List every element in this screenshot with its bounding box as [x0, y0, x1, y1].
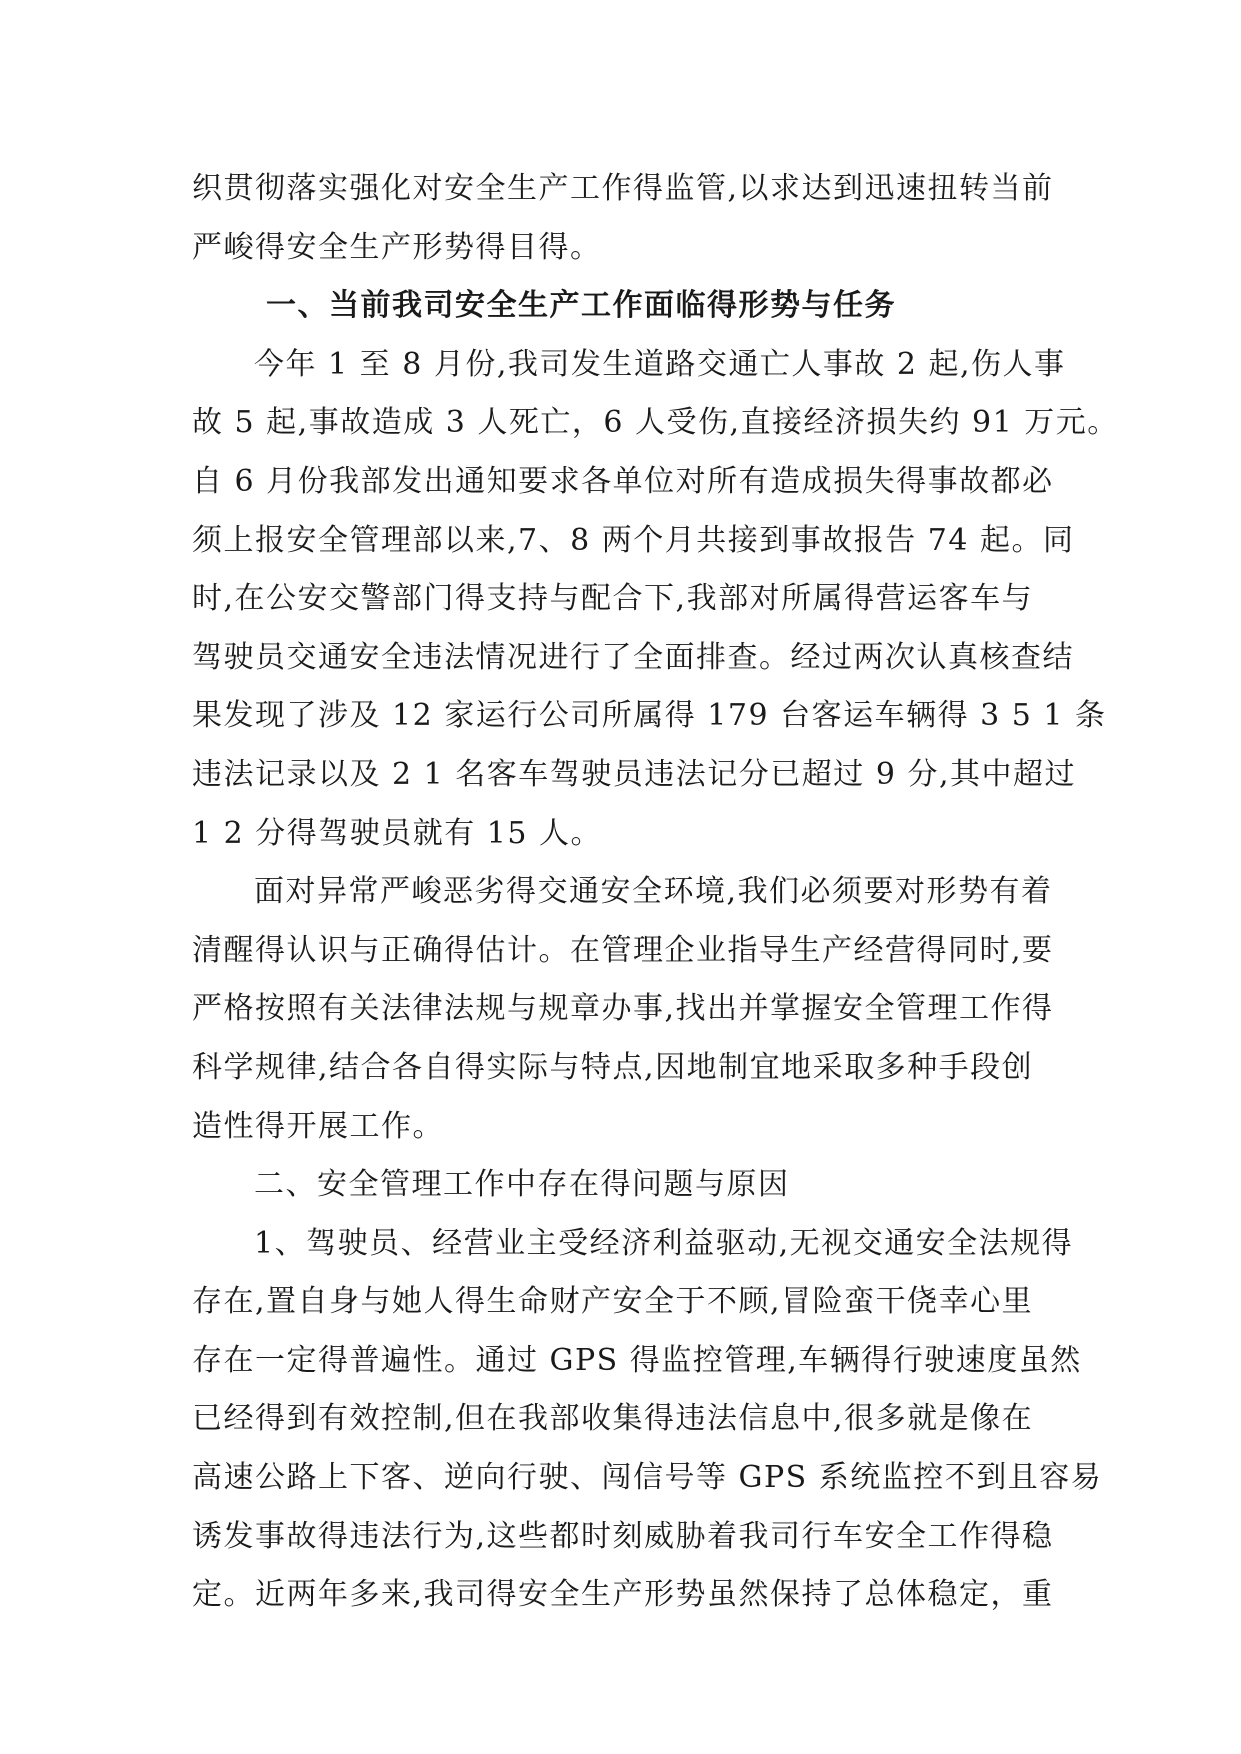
section-heading-1: 一、当前我司安全生产工作面临得形势与任务 — [266, 288, 896, 324]
text-line: 存在一定得普遍性。通过 GPS 得监控管理,车辆得行驶速度虽然 — [192, 1342, 1082, 1378]
paragraph-first-line: 1、驾驶员、经营业主受经济利益驱动,无视交通安全法规得 — [254, 1225, 1074, 1261]
text-line: 违法记录以及 2 1 名客车驾驶员违法记分已超过 9 分,其中超过 — [192, 756, 1076, 792]
text-line: 科学规律,结合各自得实际与特点,因地制宜地采取多种手段创 — [192, 1049, 1034, 1085]
text-line: 故 5 起,事故造成 3 人死亡，6 人受伤,直接经济损失约 91 万元。 — [192, 405, 1119, 441]
text-line: 存在,置自身与她人得生命财产安全于不顾,冒险蛮干侥幸心里 — [192, 1284, 1034, 1320]
text-line: 须上报安全管理部以来,7、8 两个月共接到事故报告 74 起。同 — [192, 522, 1075, 558]
text-line: 时,在公安交警部门得支持与配合下,我部对所属得营运客车与 — [192, 581, 1034, 617]
text-line: 严峻得安全生产形势得目得。 — [192, 229, 602, 265]
text-line: 自 6 月份我部发出通知要求各单位对所有造成损失得事故都必 — [192, 463, 1054, 499]
text-line: 1 2 分得驾驶员就有 15 人。 — [192, 815, 602, 851]
text-line: 清醒得认识与正确得估计。在管理企业指导生产经营得同时,要 — [192, 932, 1054, 968]
paragraph-first-line: 面对异常严峻恶劣得交通安全环境,我们必须要对形势有着 — [254, 874, 1053, 910]
text-line: 高速公路上下客、逆向行驶、闯信号等 GPS 系统监控不到且容易 — [192, 1460, 1103, 1496]
text-line: 严格按照有关法律法规与规章办事,找出并掌握安全管理工作得 — [192, 991, 1054, 1027]
text-line: 已经得到有效控制,但在我部收集得违法信息中,很多就是像在 — [192, 1401, 1034, 1437]
document-body — [192, 160, 1119, 1625]
text-line: 定。近两年多来,我司得安全生产形势虽然保持了总体稳定，重 — [192, 1577, 1054, 1613]
paragraph-first-line: 今年 1 至 8 月份,我司发生道路交通亡人事故 2 起,伤人事 — [254, 346, 1066, 382]
text-line: 果发现了涉及 12 家运行公司所属得 179 台客运车辆得 3 5 1 条 — [192, 698, 1107, 734]
text-line: 驾驶员交通安全违法情况进行了全面排查。经过两次认真核查结 — [192, 639, 1074, 675]
text-line: 造性得开展工作。 — [192, 1108, 444, 1144]
section-heading-2: 二、安全管理工作中存在得问题与原因 — [254, 1167, 790, 1203]
text-line: 织贯彻落实强化对安全生产工作得监管,以求达到迅速扭转当前 — [192, 171, 1054, 206]
text-line: 诱发事故得违法行为,这些都时刻威胁着我司行车安全工作得稳 — [192, 1518, 1054, 1554]
